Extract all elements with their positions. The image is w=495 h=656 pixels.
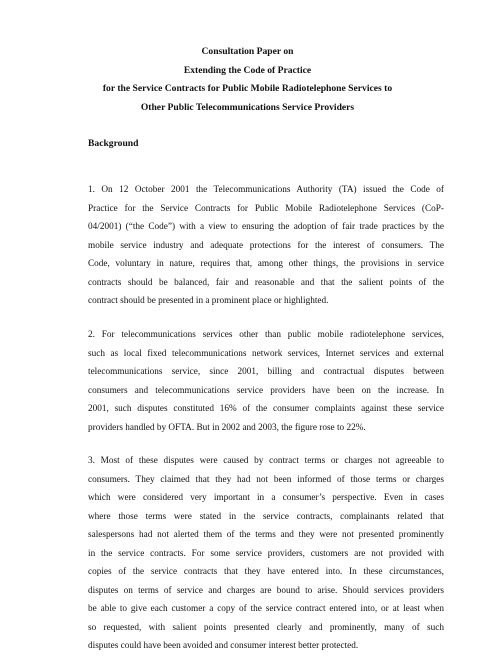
title-line-1: Consultation Paper on xyxy=(201,46,294,57)
paragraph-line: 2. For telecommunications services other than public mobile radiotelephone services, xyxy=(88,330,444,340)
paragraph-2 xyxy=(88,326,444,437)
paragraph-line: consumers and telecommunications service providers have been on the increase. In xyxy=(88,385,444,396)
paragraph-3 xyxy=(88,452,444,656)
paragraph-1 xyxy=(88,181,444,311)
paragraph-line: which were considered very important in a consumer’s perspective. Even in cases xyxy=(88,493,444,503)
paragraph-line: 2001, such disputes constituted 16% of the consumer complaints against these service xyxy=(88,404,444,414)
paragraph-line: 3. Most of these disputes were caused by contract terms or charges not agreeable to xyxy=(88,456,444,466)
section-heading-background: Background xyxy=(88,138,139,149)
paragraph-line: where those terms were stated in the service contracts, complainants related that xyxy=(88,511,444,522)
paragraph-line: 1. On 12 October 2001 the Telecommunications Authority (TA) issued the Code of xyxy=(88,185,444,195)
document-title xyxy=(0,43,495,117)
paragraph-line: contract should be presented in a prominent place or highlighted. xyxy=(88,296,329,306)
paragraph-line: Code, voluntary in nature, requires that, among other things, the provisions in service xyxy=(88,259,444,269)
paragraph-line: consumers. They claimed that they had not been informed of those terms or charges xyxy=(88,474,444,485)
paragraph-line: mobile service industry and adequate protections for the interest of consumers. The xyxy=(88,240,444,251)
paragraph-line: salespersons had not alerted them of the terms and they were not presented prominently xyxy=(88,530,444,540)
paragraph-line: so requested, with salient points presented clearly and prominently, many of such xyxy=(88,622,444,633)
paragraph-line: disputes could have been avoided and consumer interest better protected. xyxy=(88,641,359,651)
paragraph-line: contracts should be balanced, fair and reasonable and that the salient points of the xyxy=(88,277,444,288)
paragraph-line: in the service contracts. For some service providers, customers are not provided with xyxy=(88,548,444,559)
paragraph-line: telecommunications service, since 2001, billing and contractual disputes between xyxy=(88,367,444,377)
title-line-3: for the Service Contracts for Public Mobile Radiotelephone Services to xyxy=(102,83,393,94)
paragraph-line: providers handled by OFTA. But in 2002 and 2003, the figure rose to 22%. xyxy=(88,422,366,433)
paragraph-line: 04/2001) (“the Code”) with a view to ensuring the adoption of fair trade practices by the xyxy=(88,222,444,232)
paragraph-line: Practice for the Service Contracts for Public Mobile Radiotelephone Services (CoP- xyxy=(88,203,444,214)
title-line-2: Extending the Code of Practice xyxy=(183,64,312,76)
paragraph-line: be able to give each customer a copy of the service contract entered into, or at least when xyxy=(88,604,444,614)
paragraph-line: copies of the service contracts that they have entered into. In these circumstances, xyxy=(88,567,444,577)
paragraph-line: such as local fixed telecommunications network services, Internet services and external xyxy=(88,348,444,359)
title-line-4: Other Public Telecommunications Service Providers xyxy=(140,101,355,113)
paragraph-line: disputes on terms of service and charges are bound to arise. Should services providers xyxy=(88,585,444,596)
